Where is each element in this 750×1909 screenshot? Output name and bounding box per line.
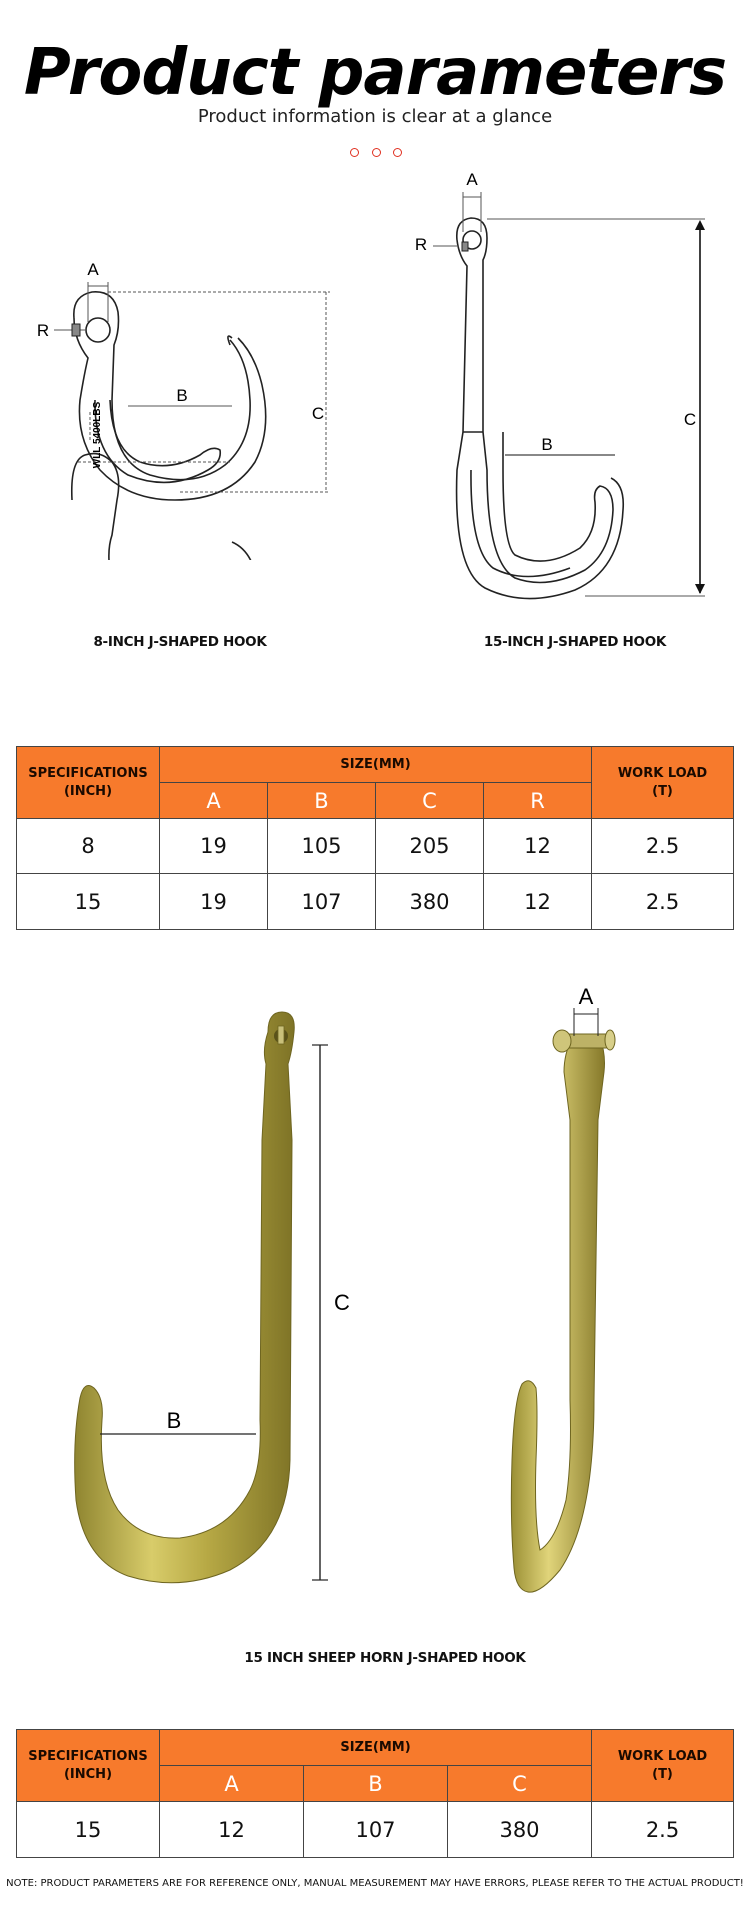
col-header-r: R <box>484 783 592 819</box>
cell-b: 107 <box>304 1802 448 1858</box>
dot-icon <box>372 148 381 157</box>
dim-label-b: B <box>166 1408 182 1433</box>
cell-load: 2.5 <box>592 874 734 930</box>
col-header-a: A <box>160 783 268 819</box>
col-header-c: C <box>448 1766 592 1802</box>
table-row <box>17 874 734 930</box>
decorative-dots <box>350 148 402 160</box>
dim-label-a: A <box>87 260 99 279</box>
cell-load: 2.5 <box>592 1802 734 1858</box>
spec-table-2 <box>16 1729 734 1858</box>
cell-a: 19 <box>160 874 268 930</box>
cell-spec: 8 <box>17 819 160 874</box>
dot-icon <box>393 148 402 157</box>
cell-c: 380 <box>448 1802 592 1858</box>
footer-note: NOTE: PRODUCT PARAMETERS ARE FOR REFERENCE ONLY, MANUAL MEASUREMENT MAY HAVE ERRORS, PLEASE REFER TO THE ACTUAL PRODUCT! <box>6 1878 744 1889</box>
stamp-text: WLL 5400LBS <box>92 401 103 469</box>
hook-15-inch-diagram <box>375 170 750 620</box>
cell-b: 107 <box>268 874 376 930</box>
hook-outline <box>457 218 624 599</box>
cell-load: 2.5 <box>592 819 734 874</box>
dim-label-b: B <box>176 386 188 405</box>
table-row <box>17 819 734 874</box>
sheep-horn-hook-photos <box>0 980 750 1620</box>
dim-label-a: A <box>466 170 478 189</box>
dim-label-a: A <box>578 984 594 1009</box>
dim-label-r: R <box>414 235 428 254</box>
size-header: SIZE(MM) <box>160 1730 592 1766</box>
cell-spec: 15 <box>17 874 160 930</box>
col-header-a: A <box>160 1766 304 1802</box>
spec-header: SPECIFICATIONS (INCH) <box>17 747 160 819</box>
hook-8-caption: 8-INCH J-SHAPED HOOK <box>93 634 267 650</box>
table-row <box>17 1802 734 1858</box>
hook-photo-left <box>75 1012 350 1583</box>
col-header-b: B <box>268 783 376 819</box>
col-header-c: C <box>376 783 484 819</box>
spec-header: SPECIFICATIONS (INCH) <box>17 1730 160 1802</box>
cell-spec: 15 <box>17 1802 160 1858</box>
cell-b: 105 <box>268 819 376 874</box>
sheep-horn-caption: 15 INCH SHEEP HORN J-SHAPED HOOK <box>244 1650 526 1666</box>
size-header: SIZE(MM) <box>160 747 592 783</box>
cell-r: 12 <box>484 819 592 874</box>
dim-label-c: C <box>334 1290 350 1315</box>
dim-label-c: C <box>683 410 697 429</box>
page-title: Product parameters <box>23 36 727 110</box>
page-subtitle: Product information is clear at a glance <box>197 106 553 127</box>
dim-label-b: B <box>541 435 553 454</box>
dim-label-r: R <box>36 321 50 340</box>
hook-15-caption: 15-INCH J-SHAPED HOOK <box>483 634 667 650</box>
hook-photo-right <box>511 984 615 1592</box>
col-header-b: B <box>304 1766 448 1802</box>
cell-a: 12 <box>160 1802 304 1858</box>
spec-table-1 <box>16 746 734 930</box>
cell-c: 205 <box>376 819 484 874</box>
load-header: WORK LOAD (T) <box>592 1730 734 1802</box>
dot-icon <box>350 148 359 157</box>
load-header: WORK LOAD (T) <box>592 747 734 819</box>
cell-c: 380 <box>376 874 484 930</box>
dim-label-c: C <box>311 404 325 423</box>
cell-a: 19 <box>160 819 268 874</box>
cell-r: 12 <box>484 874 592 930</box>
hook-8-inch-diagram <box>0 200 375 560</box>
